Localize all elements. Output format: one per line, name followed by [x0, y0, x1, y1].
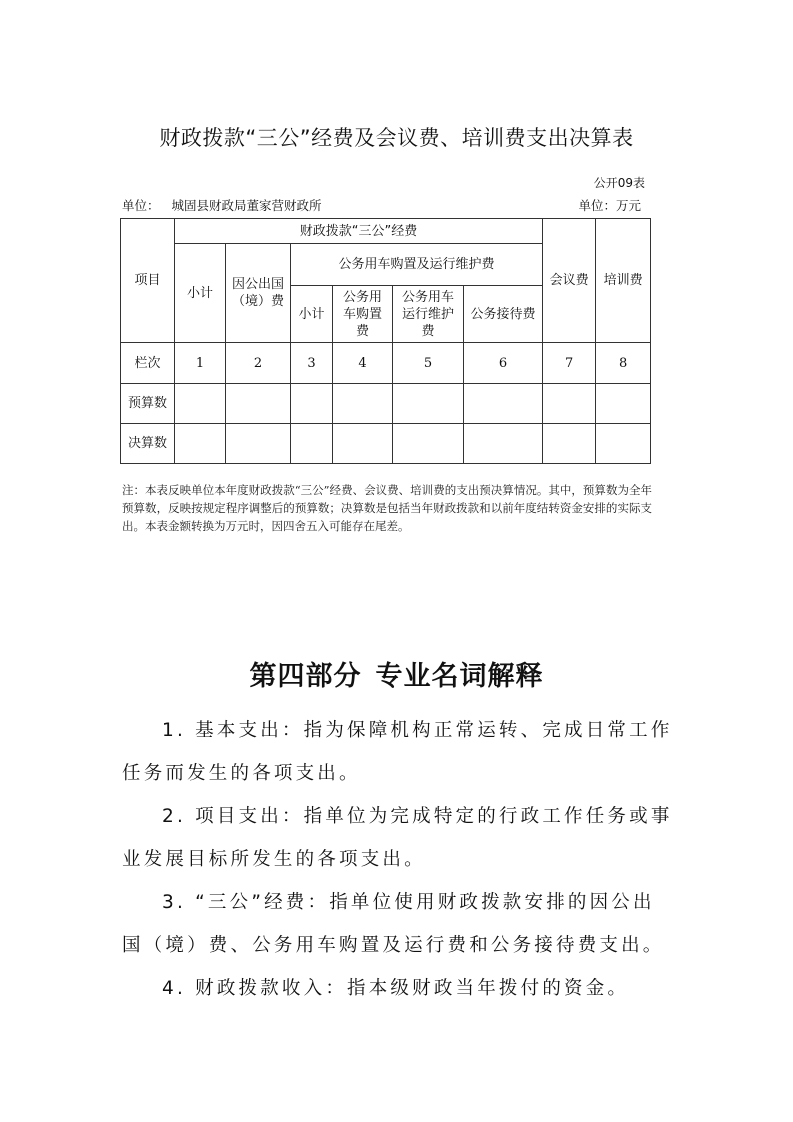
cell — [543, 384, 596, 424]
cell: 8 — [596, 343, 651, 384]
cell — [464, 384, 543, 424]
cell: 5 — [393, 343, 464, 384]
cell — [175, 384, 226, 424]
row-label: 预算数 — [121, 384, 175, 424]
cell — [333, 384, 393, 424]
table-title: 财政拨款“三公”经费及会议费、培训费支出决算表 — [159, 126, 634, 150]
header-vehicle-operation: 公务用车运行维护费 — [393, 286, 464, 343]
cell — [596, 424, 651, 464]
cell: 1 — [175, 343, 226, 384]
header-item: 项目 — [121, 219, 175, 343]
header-vehicle-subtotal: 小计 — [291, 286, 333, 343]
header-reception: 公务接待费 — [464, 286, 543, 343]
reporting-unit — [122, 196, 322, 214]
header-vehicle-group: 公务用车购置及运行维护费 — [291, 244, 543, 286]
cell — [596, 384, 651, 424]
expenditure-table — [120, 218, 651, 464]
section-heading — [0, 654, 793, 693]
table-row — [121, 343, 651, 384]
unit-name: 城固县财政局董家营财政所 — [171, 198, 322, 213]
cell — [393, 424, 464, 464]
cell — [175, 424, 226, 464]
definition-fiscal-income: 4. 财政拨款收入：指本级财政当年拨付的资金。 — [162, 978, 630, 999]
cell — [226, 424, 291, 464]
row-label: 决算数 — [121, 424, 175, 464]
header-training: 培训费 — [596, 219, 651, 343]
cell — [291, 384, 333, 424]
unit-label: 单位： — [122, 198, 160, 213]
cell — [333, 424, 393, 464]
currency-unit: 单位：万元 — [578, 198, 641, 213]
header-vehicle-purchase: 公务用车购置费 — [333, 286, 393, 343]
header-overseas: 因公出国（境）费 — [226, 244, 291, 343]
cell — [393, 384, 464, 424]
form-number: 公开09表 — [593, 176, 645, 190]
row-label: 栏次 — [121, 343, 175, 384]
cell — [226, 384, 291, 424]
definition-three-public: 3. “三公”经费：指单位使用财政拨款安排的因公出国（境）费、公务用车购置及运行费和公务接待费支出。 — [122, 892, 665, 956]
cell: 7 — [543, 343, 596, 384]
header-three-public: 财政拨款“三公”经费 — [175, 219, 543, 244]
section-part: 第四部分 — [249, 661, 362, 692]
cell — [543, 424, 596, 464]
cell — [464, 424, 543, 464]
header-meeting: 会议费 — [543, 219, 596, 343]
table-note: 注：本表反映单位本年度财政拨款“三公”经费、会议费、培训费的支出预决算情况。其中，预算数为全年预算数，反映按规定程序调整后的预算数；决算数是包括当年财政拨款和以前年度结转资金安排的实际支出。本表金额转换为万元时，因四舍五入可能存在尾差。 — [122, 483, 652, 533]
table-row — [121, 384, 651, 424]
cell: 6 — [464, 343, 543, 384]
table-row — [121, 424, 651, 464]
definition-project-expenditure: 2. 项目支出：指单位为完成特定的行政工作任务或事业发展目标所发生的各项支出。 — [122, 806, 673, 870]
cell: 4 — [333, 343, 393, 384]
cell: 2 — [226, 343, 291, 384]
definition-basic-expenditure: 1. 基本支出：指为保障机构正常运转、完成日常工作任务而发生的各项支出。 — [122, 720, 673, 784]
cell — [291, 424, 333, 464]
section-title: 专业名词解释 — [375, 661, 544, 692]
cell: 3 — [291, 343, 333, 384]
header-subtotal: 小计 — [175, 244, 226, 343]
